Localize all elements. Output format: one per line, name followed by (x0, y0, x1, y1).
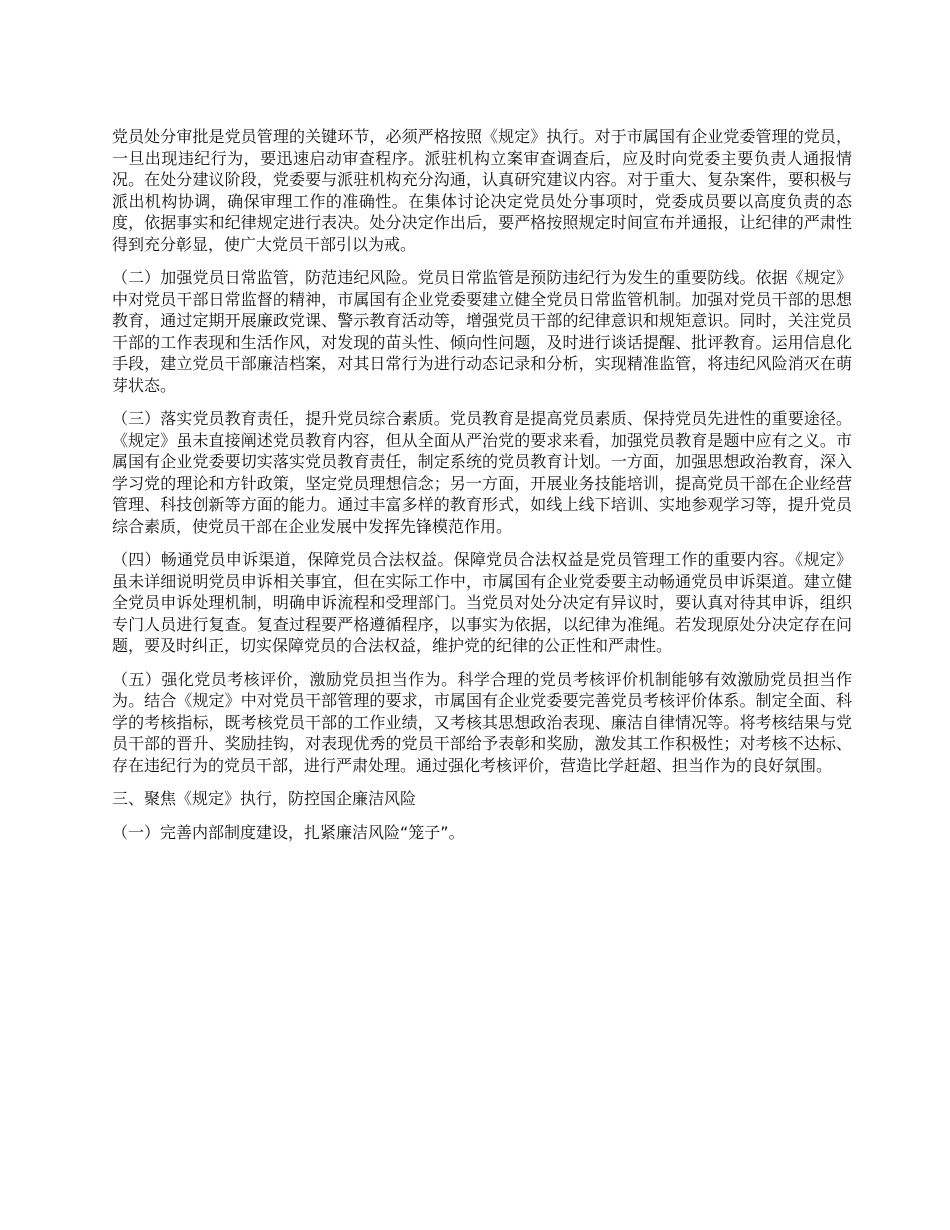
paragraph-appeal-channel: （四）畅通党员申诉渠道，保障党员合法权益。保障党员合法权益是党员管理工作的重要内容。《规定》虽未详细说明党员申诉相关事宜，但在实际工作中，市属国有企业党委要主动畅通党员申诉渠道。建立健全党员申诉处理机制，明确申诉流程和受理部门。当党员对处分决定有异议时，要认真对待其申诉，组织专门人员进行复查。复查过程要严格遵循程序，以事实为依据，以纪律为准绳。若发现原处分决定存在问题，要及时纠正，切实保障党员的合法权益，维护党的纪律的公正性和严肃性。 (112, 550, 852, 655)
subsection-heading-one: （一）完善内部制度建设，扎紧廉洁风险“笼子”。 (112, 822, 465, 842)
paragraph-discipline-approval: 党员处分审批是党员管理的关键环节，必须严格按照《规定》执行。对于市属国有企业党委管理的党员，一旦出现违纪行为，要迅速启动审查程序。派驻机构立案审查调查后，应及时向党委主要负责人通报情况。在处分建议阶段，党委要与派驻机构充分沟通，认真研究建议内容。对于重大、复杂案件，要积极与派出机构协调，确保审理工作的准确性。在集体讨论决定党员处分事项时，党委成员要以高度负责的态度，依据事实和纪律规定进行表决。处分决定作出后，要严格按照规定时间宣布并通报，让纪律的严肃性得到充分彰显，使广大党员干部引以为戒。 (112, 127, 852, 254)
paragraph-assessment: （五）强化党员考核评价，激励党员担当作为。科学合理的党员考核评价机制能够有效激励党员担当作为。结合《规定》中对党员干部管理的要求，市属国有企业党委要完善党员考核评价体系。制定全面、科学的考核指标，既考核党员干部的工作业绩，又考核其思想政治表现、廉洁自律情况等。将考核结果与党员干部的晋升、奖励挂钩，对表现优秀的党员干部给予表彰和奖励，激发其工作积极性；对考核不达标、存在违纪行为的党员干部，进行严肃处理。通过强化考核评价，营造比学赶超、担当作为的良好氛围。 (112, 669, 852, 775)
document-body (112, 126, 852, 855)
section-heading-three: 三、聚焦《规定》执行，防控国企廉洁风险 (112, 789, 417, 808)
paragraph-daily-supervision: （二）加强党员日常监管，防范违纪风险。党员日常监管是预防违纪行为发生的重要防线。依据《规定》中对党员干部日常监督的精神，市属国有企业党委要建立健全党员日常监管机制。加强对党员干部的思想教育，通过定期开展廉政党课、警示教育活动等，增强党员干部的纪律意识和规矩意识。同时，关注党员干部的工作表现和生活作风，对发现的苗头性、倾向性问题，及时进行谈话提醒、批评教育。运用信息化手段，建立党员干部廉洁档案，对其日常行为进行动态记录和分析，实现精准监管，将违纪风险消灭在萌芽状态。 (112, 268, 852, 395)
paragraph-member-education: （三）落实党员教育责任，提升党员综合素质。党员教育是提高党员素质、保持党员先进性的重要途径。《规定》虽未直接阐述党员教育内容，但从全面从严治党的要求来看，加强党员教育是题中应有之义。市属国有企业党委要切实落实党员教育责任，制定系统的党员教育计划。一方面，加强思想政治教育，深入学习党的理论和方针政策，坚定党员理想信念；另一方面，开展业务技能培训，提高党员干部在企业经营管理、科技创新等方面的能力。通过丰富多样的教育形式，如线上线下培训、实地参观学习等，提升党员综合素质，使党员干部在企业发展中发挥先锋模范作用。 (112, 409, 852, 536)
